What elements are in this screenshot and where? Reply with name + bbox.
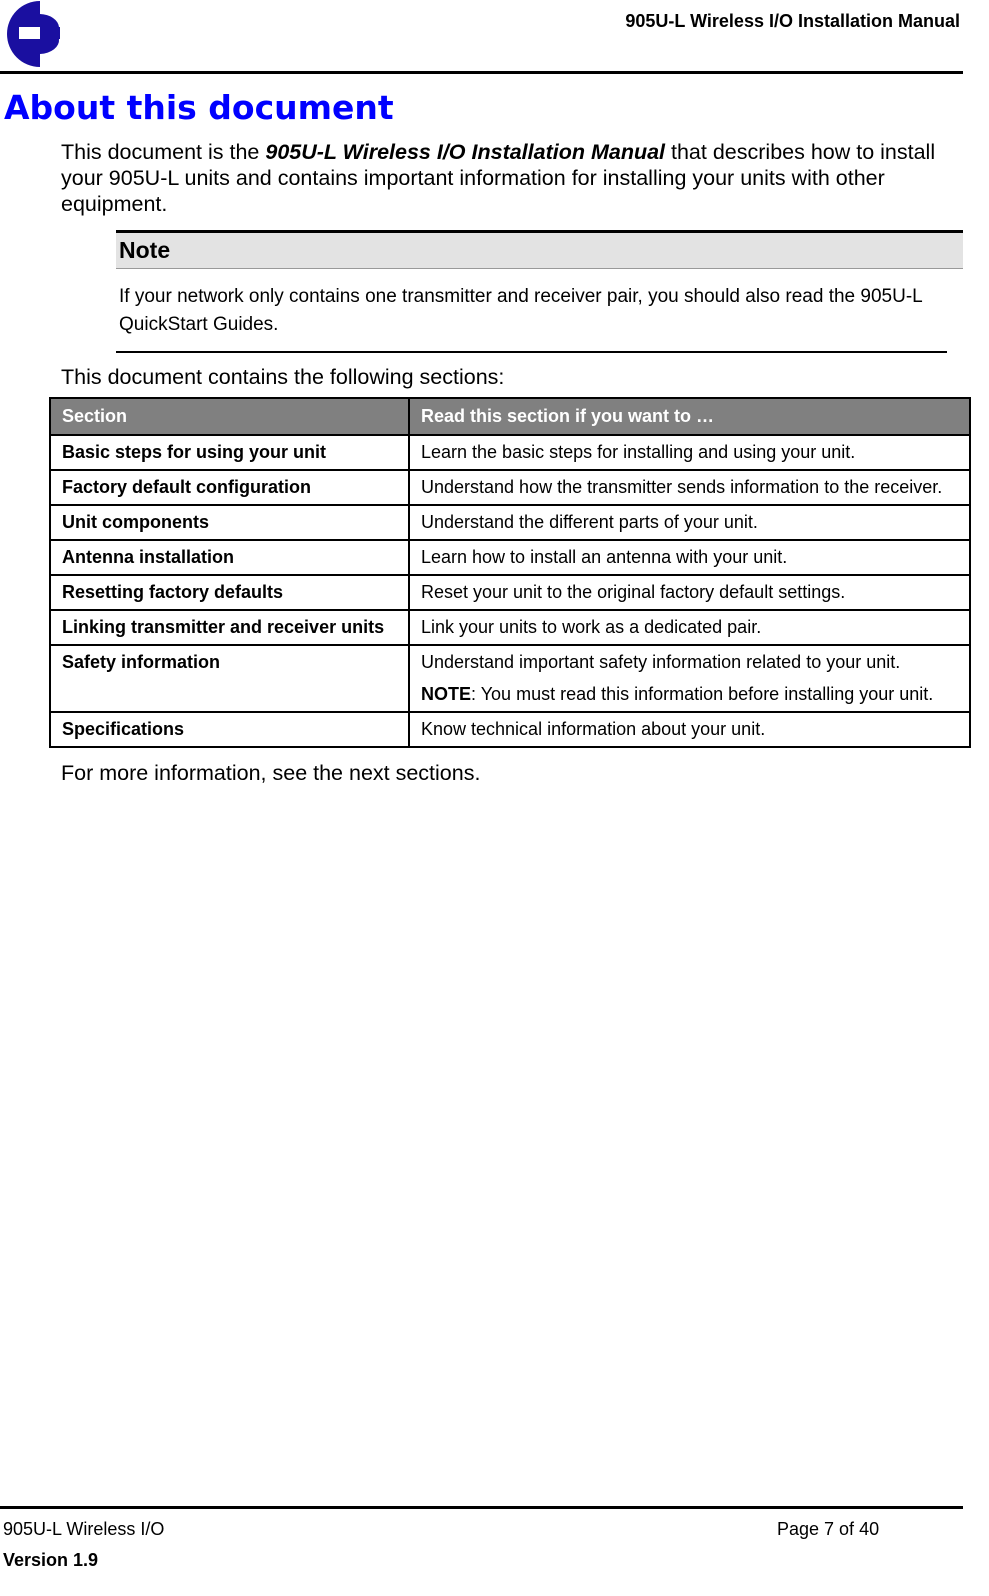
note-label: NOTE — [421, 684, 472, 704]
manual-title: 905U-L Wireless I/O Installation Manual — [265, 140, 666, 164]
footer-product: 905U-L Wireless I/O — [3, 1519, 165, 1539]
page-title: About this document — [4, 88, 394, 127]
section-desc: Understand the different parts of your unit. — [409, 505, 970, 540]
table-row — [50, 712, 970, 747]
section-desc: Reset your unit to the original factory default settings. — [409, 575, 970, 610]
section-desc: Learn how to install an antenna with your unit. — [409, 540, 970, 575]
table-row — [50, 610, 970, 645]
column-header: Section — [50, 398, 409, 435]
table-row — [50, 540, 970, 575]
section-desc: Learn the basic steps for installing and using your unit. — [409, 435, 970, 470]
section-desc: Understand how the transmitter sends information to the receiver. — [409, 470, 970, 505]
header-divider — [0, 71, 963, 74]
note-box — [116, 230, 963, 353]
note-text: : You must read this information before installing your unit. — [471, 684, 934, 704]
section-name: Specifications — [50, 712, 409, 747]
note-divider — [116, 351, 947, 353]
intro-paragraph — [61, 139, 961, 217]
sections-table — [49, 397, 971, 748]
section-name: Factory default configuration — [50, 470, 409, 505]
page-number: Page 7 of 40 — [777, 1519, 880, 1539]
section-name: Resetting factory defaults — [50, 575, 409, 610]
header-title: 905U-L Wireless I/O Installation Manual — [625, 11, 960, 31]
footer-divider — [0, 1506, 963, 1509]
section-name: Linking transmitter and receiver units — [50, 610, 409, 645]
intro-text-rest: that describes how to install your 905U-L units and contains important information for installing your units with other equipment. — [61, 140, 936, 216]
section-name: Unit components — [50, 505, 409, 540]
safety-note — [421, 684, 958, 705]
table-row — [50, 435, 970, 470]
section-desc: Link your units to work as a dedicated pair. — [409, 610, 970, 645]
note-title: Note — [116, 230, 963, 269]
table-row — [50, 470, 970, 505]
table-header-row — [50, 398, 970, 435]
section-name: Basic steps for using your unit — [50, 435, 409, 470]
table-row — [50, 505, 970, 540]
note-text: If your network only contains one transmitter and receiver pair, you should also read the 905U-L QuickStart Guides. — [119, 286, 923, 335]
column-header: Read this section if you want to … — [409, 398, 970, 435]
table-row — [50, 575, 970, 610]
section-desc-text: Understand important safety information related to your unit. — [421, 652, 901, 672]
intro-text: This document is the — [61, 140, 266, 164]
footer-version: Version 1.9 — [3, 1550, 99, 1570]
section-name: Safety information — [50, 645, 409, 712]
table-row — [50, 645, 970, 712]
section-desc — [409, 645, 970, 712]
sections-lead: This document contains the following sections: — [61, 365, 505, 389]
company-logo-icon — [3, 0, 63, 70]
outro-text: For more information, see the next sections. — [61, 761, 481, 785]
section-name: Antenna installation — [50, 540, 409, 575]
section-desc: Know technical information about your unit. — [409, 712, 970, 747]
